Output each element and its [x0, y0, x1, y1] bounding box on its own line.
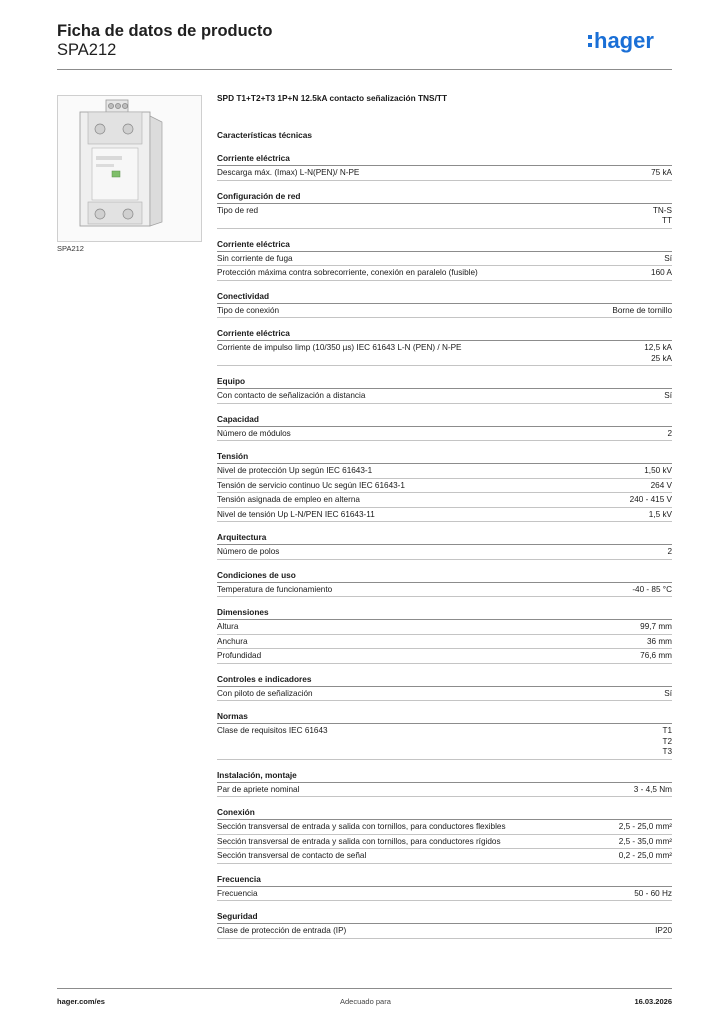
logo-wordmark: hager: [594, 28, 654, 53]
spec-row: [217, 493, 672, 508]
spec-value-line: Sí: [664, 253, 672, 263]
spec-value: [640, 622, 672, 633]
spec-label: Descarga máx. (Imax) L-N(PEN)/ N-PE: [217, 168, 360, 177]
spec-value: [644, 466, 672, 477]
spec-label: Sección transversal de entrada y salida con tornillos, para conductores rígidos: [217, 836, 501, 846]
spec-group-title: Controles e indicadores: [217, 674, 672, 687]
spec-group-title: Condiciones de uso: [217, 570, 672, 583]
spec-group: [217, 911, 672, 939]
spec-value: [667, 429, 672, 440]
spec-row: [217, 687, 672, 702]
spec-group: [217, 532, 672, 560]
spec-value-line: 25 kA: [651, 353, 672, 363]
spec-value: [630, 495, 672, 506]
spec-group: [217, 874, 672, 902]
spec-group-title: Equipo: [217, 376, 672, 389]
spec-value: [651, 268, 672, 279]
spec-value-line: Sí: [664, 391, 672, 400]
spec-value: [651, 481, 672, 492]
spec-row: [217, 508, 672, 523]
spec-label: Clase de requisitos IEC 61643: [217, 726, 328, 735]
spec-row: [217, 783, 672, 798]
spec-group-title: Conectividad: [217, 291, 672, 304]
hager-logo: [588, 26, 672, 58]
footer-website: hager.com/es: [57, 997, 105, 1006]
spec-group-title: Conexión: [217, 807, 672, 820]
spec-value: [612, 306, 672, 317]
spec-value-line: TN-S: [652, 205, 672, 215]
spec-group: [217, 674, 672, 702]
spec-sheet: [217, 92, 672, 949]
spec-value-line: 1,50 kV: [644, 466, 672, 475]
footer-date: 16.03.2026: [634, 997, 672, 1006]
spec-group: [217, 153, 672, 181]
spec-group: [217, 328, 672, 366]
spec-group-title: Tensión: [217, 451, 672, 464]
spec-value-line: 3 - 4,5 Nm: [633, 784, 672, 794]
spec-value-line: 2: [667, 428, 672, 438]
spec-label: Par de apriete nominal: [217, 784, 300, 794]
spec-label: Tensión asignada de empleo en alterna: [217, 495, 360, 504]
spec-group: [217, 239, 672, 281]
spec-row: [217, 545, 672, 560]
spec-row: [217, 304, 672, 319]
footer-divider: [57, 988, 672, 989]
spec-value: [619, 822, 672, 833]
spec-label: Tipo de red: [217, 205, 259, 215]
spec-group-title: Normas: [217, 711, 672, 724]
spec-value: [640, 651, 672, 662]
spec-label: Con piloto de señalización: [217, 688, 313, 698]
spec-group: [217, 770, 672, 798]
spec-value-line: 2: [667, 547, 672, 556]
spec-row: [217, 835, 672, 850]
product-description: SPD T1+T2+T3 1P+N 12.5kA contacto señalización TNS/TT: [217, 93, 448, 103]
spec-label: Corriente de impulso Iimp (10/350 µs) IEC 61643 L-N (PEN) / N-PE: [217, 343, 462, 352]
spec-value: [634, 785, 672, 796]
spec-row: [217, 464, 672, 479]
spec-value-line: T2: [662, 736, 672, 746]
spec-group: [217, 807, 672, 864]
spec-value: [619, 851, 672, 862]
spec-value: [632, 585, 672, 596]
spec-value: [662, 726, 672, 758]
spec-group: [217, 607, 672, 664]
spec-group: [217, 711, 672, 760]
spec-value-line: 2,5 - 25,0 mm²: [618, 822, 672, 831]
spec-row: [217, 924, 672, 939]
image-caption: SPA212: [57, 244, 84, 253]
footer-suitable-for: Adecuado para: [340, 997, 391, 1006]
spec-label: Protección máxima contra sobrecorriente, conexión en paralelo (fusible): [217, 268, 478, 277]
spec-value: [647, 637, 672, 648]
spec-row: [217, 820, 672, 835]
spec-label: Número de polos: [217, 547, 280, 556]
spec-group-title: Seguridad: [217, 911, 672, 924]
spec-value-line: 264 V: [650, 480, 672, 490]
spec-value-line: Sí: [664, 688, 672, 698]
spec-row: [217, 583, 672, 598]
spec-group-title: Instalación, montaje: [217, 770, 672, 783]
spec-label: Anchura: [217, 636, 248, 646]
spec-row: [217, 427, 672, 442]
spec-row: [217, 204, 672, 229]
spec-value-line: 2,5 - 35,0 mm²: [618, 836, 672, 846]
spec-value-line: T3: [662, 747, 672, 756]
spec-value: [664, 391, 672, 402]
spec-label: Número de módulos: [217, 428, 291, 438]
spec-row: [217, 635, 672, 650]
product-image: [57, 95, 202, 242]
spec-label: Sin corriente de fuga: [217, 253, 293, 263]
spec-group: [217, 414, 672, 442]
spec-value-line: Borne de tornillo: [612, 305, 672, 315]
spec-row: [217, 252, 672, 267]
spec-group-title: Frecuencia: [217, 874, 672, 887]
header-divider: [57, 69, 672, 70]
spec-value-line: 99,7 mm: [640, 622, 672, 631]
spec-value-line: 12,5 kA: [644, 343, 672, 352]
spec-label: Sección transversal de entrada y salida con tornillos, para conductores flexibles: [217, 822, 506, 831]
spec-groups: [217, 153, 672, 939]
spec-group: [217, 451, 672, 522]
spec-label: Temperatura de funcionamiento: [217, 584, 333, 594]
spec-group-title: Configuración de red: [217, 191, 672, 204]
spec-group-title: Corriente eléctrica: [217, 239, 672, 252]
spec-value-line: 36 mm: [646, 636, 672, 646]
spec-value-line: 50 - 60 Hz: [634, 888, 672, 898]
spec-value-line: 75 kA: [651, 168, 672, 177]
spec-value: [644, 343, 672, 364]
spec-label: Con contacto de señalización a distancia: [217, 391, 366, 400]
spec-value: [634, 889, 672, 900]
spec-value-line: IP20: [655, 926, 672, 935]
spec-value-line: 1,5 kV: [648, 509, 672, 519]
spec-value: [664, 689, 672, 700]
spec-group-title: Corriente eléctrica: [217, 328, 672, 341]
spec-value: [664, 254, 672, 265]
spec-row: [217, 724, 672, 760]
spec-value-line: 160 A: [651, 268, 672, 277]
spec-value: [619, 837, 672, 848]
spec-value: [655, 926, 672, 937]
spec-value-line: T1: [662, 726, 672, 735]
spec-value-line: -40 - 85 °C: [632, 584, 672, 594]
spec-label: Nivel de protección Up según IEC 61643-1: [217, 466, 373, 475]
technical-characteristics-heading: Características técnicas: [217, 130, 313, 140]
spec-row: [217, 649, 672, 664]
spec-label: Nivel de tensión Up L-N/PEN IEC 61643-11: [217, 509, 375, 519]
spec-row: [217, 166, 672, 181]
spec-label: Clase de protección de entrada (IP): [217, 926, 347, 935]
spec-row: [217, 620, 672, 635]
spec-value-line: 0,2 - 25,0 mm²: [618, 851, 672, 860]
spec-value: [667, 547, 672, 558]
spec-row: [217, 341, 672, 366]
page-header: [57, 22, 672, 70]
spec-group: [217, 291, 672, 319]
spec-label: Tensión de servicio continuo Uc según IEC 61643-1: [217, 480, 405, 490]
spec-value-line: 76,6 mm: [640, 651, 672, 660]
spec-group: [217, 570, 672, 598]
product-reference: SPA212: [57, 41, 117, 59]
spec-label: Profundidad: [217, 651, 262, 660]
spec-value-line: TT: [661, 216, 672, 225]
spec-group-title: Capacidad: [217, 414, 672, 427]
spec-row: [217, 479, 672, 494]
spec-label: Frecuencia: [217, 888, 258, 898]
spec-label: Altura: [217, 622, 239, 631]
spec-label: Sección transversal de contacto de señal: [217, 851, 367, 860]
spec-label: Tipo de conexión: [217, 305, 280, 315]
spec-group-title: Arquitectura: [217, 532, 672, 545]
spec-group: [217, 191, 672, 229]
spec-value-line: 240 - 415 V: [629, 495, 672, 504]
spec-row: [217, 849, 672, 864]
spec-row: [217, 266, 672, 281]
spec-value: [651, 168, 672, 179]
spec-value: [653, 206, 672, 227]
spec-row: [217, 389, 672, 404]
spec-value: [649, 510, 672, 521]
spec-group-title: Dimensiones: [217, 607, 672, 620]
spec-group: [217, 376, 672, 404]
spec-group-title: Corriente eléctrica: [217, 153, 672, 166]
spec-row: [217, 887, 672, 902]
page-title: Ficha de datos de producto: [57, 22, 273, 40]
